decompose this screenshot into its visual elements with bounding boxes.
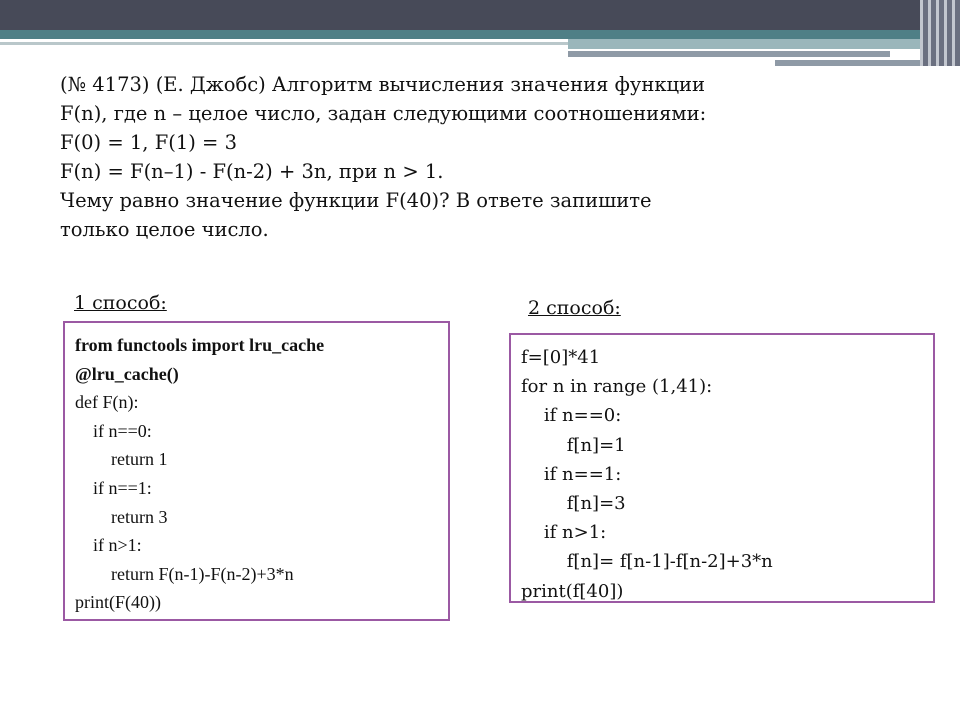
code-line: from functools import lru_cache — [75, 335, 325, 355]
code-line: return 1 — [75, 449, 168, 470]
code-line: for n in range (1,41): — [521, 376, 713, 398]
code-line: return F(n-1)-F(n-2)+3*n — [75, 563, 294, 584]
code-line: return 3 — [75, 506, 168, 527]
decor-line — [0, 42, 568, 45]
corner-stripes — [920, 0, 960, 66]
code-line: f[n]=3 — [521, 493, 626, 515]
problem-line: только целое число. — [60, 218, 269, 241]
decor-line-right — [568, 39, 960, 49]
code-line: f=[0]*41 — [521, 347, 601, 368]
problem-line: F(n) = F(n–1) - F(n-2) + 3n, при n > 1. — [60, 160, 444, 183]
code-line: print(F(40)) — [75, 592, 161, 613]
code-line: print(f[40]) — [521, 580, 624, 602]
teal-strip — [0, 30, 960, 39]
problem-statement — [60, 70, 820, 244]
code-line: def F(n): — [75, 392, 139, 413]
code-line: if n==1: — [75, 477, 152, 498]
code-line: if n==0: — [75, 420, 152, 441]
header-band — [0, 0, 960, 30]
method-1-label: 1 способ: — [74, 292, 167, 314]
decor-line-blue — [568, 51, 890, 57]
code-line: f[n]=1 — [521, 434, 626, 456]
method-2-label: 2 способ: — [528, 297, 621, 319]
method-2-code-box — [509, 333, 935, 603]
code-line: f[n]= f[n-1]-f[n-2]+3*n — [521, 551, 773, 573]
code-line: if n>1: — [521, 522, 607, 544]
problem-line: F(0) = 1, F(1) = 3 — [60, 131, 237, 154]
method-1-code-box — [63, 321, 450, 621]
code-line: if n>1: — [75, 535, 142, 556]
problem-line: Чему равно значение функции F(40)? В ответе запишите — [60, 189, 652, 212]
code-line: @lru_cache() — [75, 363, 179, 384]
problem-line: (№ 4173) (Е. Джобс) Алгоритм вычисления значения функции — [60, 73, 706, 96]
code-line: if n==0: — [521, 405, 622, 427]
code-line: if n==1: — [521, 463, 622, 485]
problem-line: F(n), где n – целое число, задан следующими соотношениями: — [60, 102, 707, 125]
